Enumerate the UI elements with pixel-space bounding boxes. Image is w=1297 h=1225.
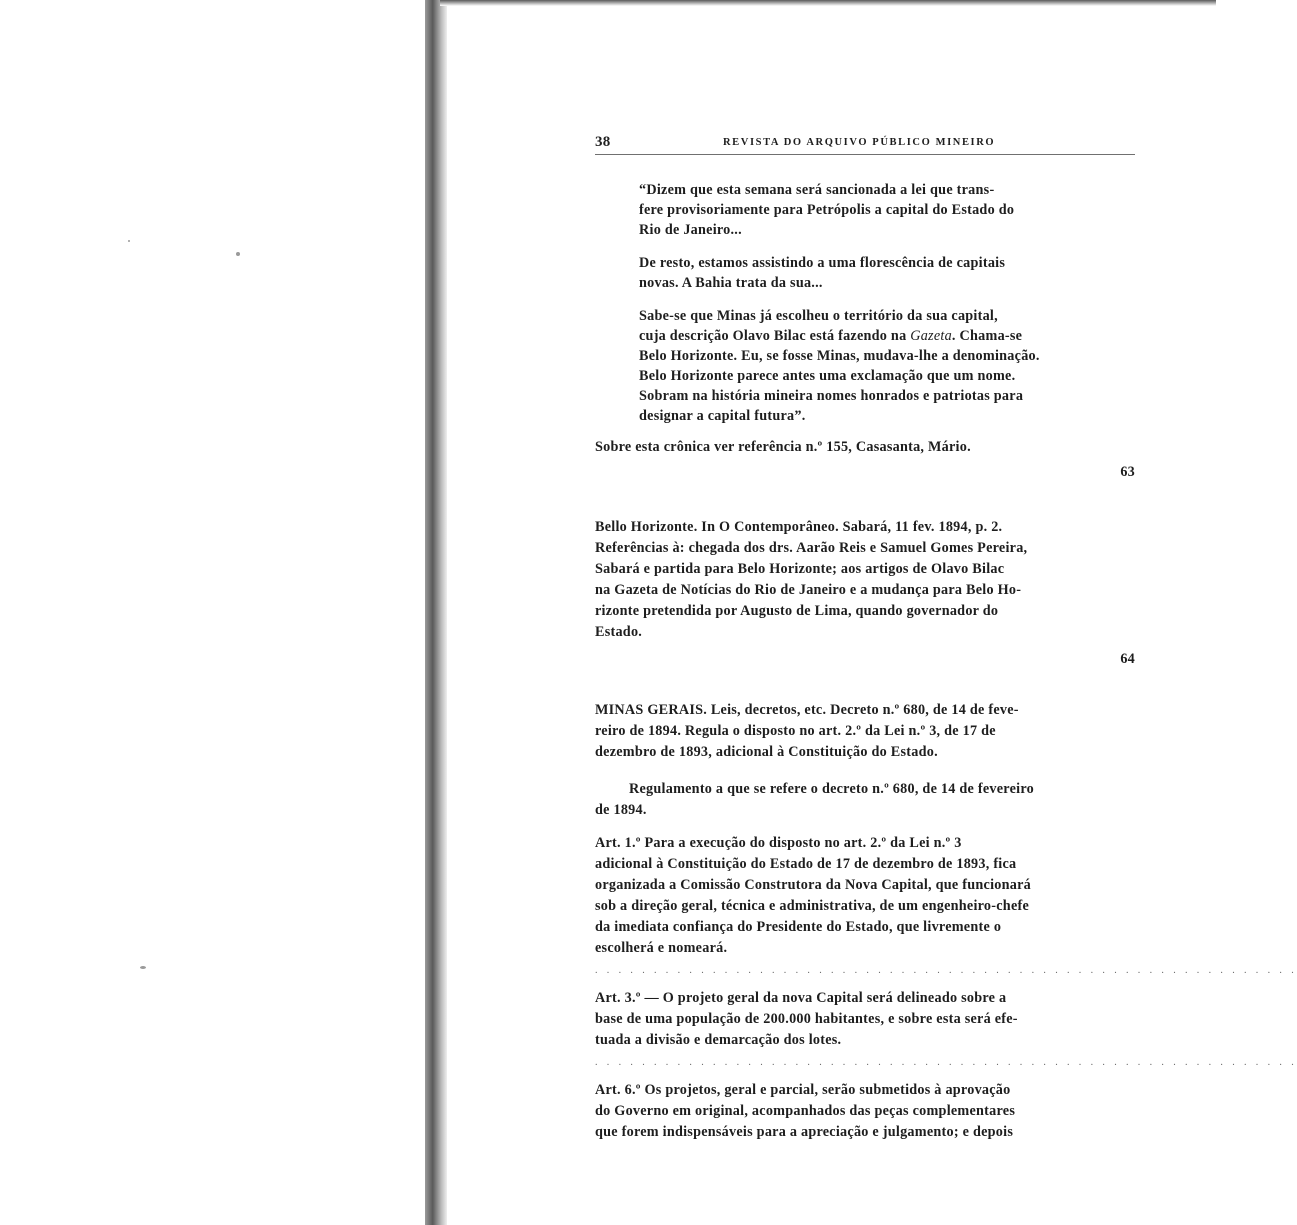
entry-number: 64: [1120, 651, 1135, 667]
text-line: Art. 3.º — O projeto geral da nova Capital será delineado sobre a: [595, 990, 1007, 1006]
quote-paragraph: [639, 306, 1135, 426]
left-blank-page: [0, 0, 430, 1225]
entry-number: 63: [1120, 464, 1135, 480]
quoted-chronicle: [639, 180, 1135, 426]
text-line: Referências à: chegada dos drs. Aarão Reis e Samuel Gomes Pereira,: [595, 540, 1028, 556]
text-line: base de uma população de 200.000 habitantes, e sobre esta será efe-: [595, 1011, 1018, 1027]
text-line: organizada a Comissão Construtora da Nova Capital, que funcionará: [595, 877, 1031, 893]
text-line: dezembro de 1893, adicional à Constituição do Estado.: [595, 744, 938, 760]
text-line: novas. A Bahia trata da sua...: [639, 275, 823, 291]
text-line: Bello Horizonte. In O Contemporâneo. Sabará, 11 fev. 1894, p. 2.: [595, 519, 1003, 535]
text-line: Art. 1.º Para a execução do disposto no art. 2.º da Lei n.º 3: [595, 835, 962, 851]
text-line: que forem indispensáveis para a apreciação e julgamento; e depois: [595, 1124, 1014, 1140]
text-line: Belo Horizonte parece antes uma exclamação que um nome.: [639, 368, 1016, 384]
text-fragment: . Chama-se: [951, 328, 1023, 344]
text-line: na Gazeta de Notícias do Rio de Janeiro e a mudança para Belo Ho-: [595, 582, 1022, 598]
article-1: [595, 833, 1135, 959]
text-line: do Governo em original, acompanhados das peças complementares: [595, 1103, 1016, 1119]
book-gutter: [425, 0, 447, 1225]
page-number: 38: [595, 134, 611, 150]
reference-note: Sobre esta crônica ver referência n.º 155, Casasanta, Mário.: [595, 439, 971, 455]
text-line: designar a capital futura”.: [639, 408, 806, 424]
text-line: Belo Horizonte. Eu, se fosse Minas, mudava-lhe a denominação.: [639, 348, 1040, 364]
quote-paragraph: [639, 253, 1135, 293]
text-line: Rio de Janeiro...: [639, 222, 742, 238]
text-line: fere provisoriamente para Petrópolis a capital do Estado do: [639, 202, 1015, 218]
text-line: Sabe-se que Minas já escolheu o território da sua capital,: [639, 308, 998, 324]
scan-speck: [128, 240, 130, 242]
running-head: [595, 130, 1135, 152]
text-line: escolherá e nomeará.: [595, 940, 728, 956]
bibliographic-entry: [595, 517, 1135, 643]
omission-dots: . . . . . . . . . . . . . . . . . . . . . . . . . . . . . . . . . . . . . . . . . . . . . . . . . . . . . . . . . . . .: [595, 965, 1297, 976]
text-line: adicional à Constituição do Estado de 17 de dezembro de 1893, fica: [595, 856, 1017, 872]
text-line: Estado.: [595, 624, 643, 640]
running-title: REVISTA DO ARQUIVO PÚBLICO MINEIRO: [723, 137, 996, 148]
text-line: tuada a divisão e demarcação dos lotes.: [595, 1032, 842, 1048]
text-line: [639, 326, 1135, 346]
page-top-shadow: [440, 0, 1216, 6]
text-line: Sabará e partida para Belo Horizonte; aos artigos de Olavo Bilac: [595, 561, 1005, 577]
text-line: Sobram na história mineira nomes honrados e patriotas para: [639, 388, 1024, 404]
text-line: reiro de 1894. Regula o disposto no art. 2.º da Lei n.º 3, de 17 de: [595, 723, 996, 739]
text-fragment: cuja descrição Olavo Bilac está fazendo na: [639, 328, 911, 344]
bibliographic-entry: [595, 700, 1135, 763]
text-line: da imediata confiança do Presidente do Estado, que livremente o: [595, 919, 1002, 935]
scan-speck: [140, 966, 146, 969]
text-line: sob a direção geral, técnica e administrativa, de um engenheiro-chefe: [595, 898, 1030, 914]
text-line: De resto, estamos assistindo a uma florescência de capitais: [639, 255, 1006, 271]
quote-paragraph: [639, 180, 1135, 240]
periodical-title: Gazeta: [910, 328, 952, 344]
article-6: [595, 1080, 1135, 1143]
text-line: “Dizem que esta semana será sancionada a lei que trans-: [639, 182, 995, 198]
omission-dots: . . . . . . . . . . . . . . . . . . . . . . . . . . . . . . . . . . . . . . . . . . . . . . . . . . . . . . . . . . . .: [595, 1057, 1297, 1068]
text-line: de 1894.: [595, 802, 647, 818]
text-line: MINAS GERAIS. Leis, decretos, etc. Decreto n.º 680, de 14 de feve-: [595, 702, 1019, 718]
scan-speck: [236, 252, 240, 256]
text-line: rizonte pretendida por Augusto de Lima, quando governador do: [595, 603, 999, 619]
article-3: [595, 988, 1135, 1051]
regulation-heading: [595, 779, 1135, 821]
text-line: Art. 6.º Os projetos, geral e parcial, serão submetidos à aprovação: [595, 1082, 1011, 1098]
document-page: [595, 130, 1297, 1143]
header-rule: [595, 154, 1135, 155]
text-line: Regulamento a que se refere o decreto n.º 680, de 14 de fevereiro: [629, 781, 1034, 797]
